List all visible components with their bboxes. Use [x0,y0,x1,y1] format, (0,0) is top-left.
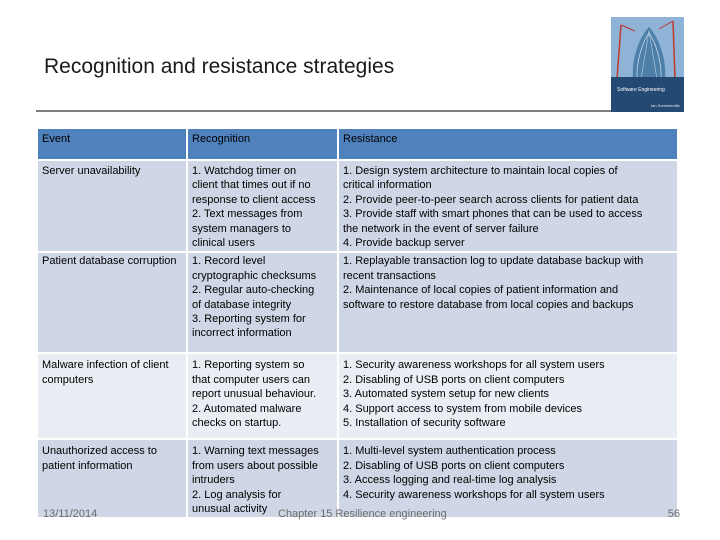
table-row [37,353,678,439]
recognition-line: 2. Automated malware [192,402,302,415]
resistance-line: software to restore database from local copies and backups [343,298,634,311]
recognition-line: system managers to [192,222,292,235]
resistance-line: critical information [343,179,432,192]
resistance-line: 1. Replayable transaction log to update database backup with [343,255,644,268]
resistance-cell [338,439,678,518]
recognition-cell [187,252,338,353]
book-cover-title: Software Engineering [617,87,665,93]
recognition-line: unusual activity [192,503,268,516]
resistance-line: 2. Disabling of USB ports on client computers [343,459,565,472]
resistance-line: 2. Provide peer-to-peer search across clients for patient data [343,193,639,206]
recognition-line: incorrect information [192,327,292,340]
resistance-line: the network in the event of server failure [343,222,539,235]
resistance-line: recent transactions [343,269,436,282]
header-recognition: Recognition [187,128,338,160]
recognition-line: cryptographic checksums [192,269,317,282]
book-cover-image [611,17,684,112]
header-resistance: Resistance [338,128,678,160]
recognition-line: 3. Reporting system for [192,313,306,326]
recognition-line: 1. Warning text messages [192,445,319,458]
recognition-line: intruders [192,474,235,487]
footer-date: 13/11/2014 [43,508,98,520]
book-cover-art [611,17,684,112]
resistance-line: 3. Access logging and real-time log analysis [343,474,557,487]
slide-title: Recognition and resistance strategies [44,55,395,78]
resistance-line: 1. Design system architecture to maintain local copies of [343,165,618,177]
strategies-table [36,127,679,519]
recognition-line: 1. Reporting system so [192,359,305,372]
footer-page-number: 56 [667,508,680,520]
resistance-line: 2. Maintenance of local copies of patient information and [343,284,619,297]
resistance-line: 5. Installation of security software [343,417,506,430]
table-row [37,252,678,353]
table-row [37,439,678,518]
table-row [37,160,678,252]
book-cover-author: Ian Sommerville [651,103,680,108]
recognition-cell [187,353,338,439]
recognition-line: of database integrity [192,298,292,311]
recognition-line: from users about possible [192,459,318,472]
recognition-cell [187,439,338,518]
resistance-line: 4. Security awareness workshops for all system users [343,488,605,501]
resistance-line: 3. Automated system setup for new clients [343,388,550,401]
resistance-line: 4. Provide backup server [343,237,465,250]
resistance-line: 4. Support access to system from mobile devices [343,402,583,415]
resistance-cell [338,160,678,252]
event-cell: Malware infection of client computers [37,353,187,439]
event-cell: Server unavailability [37,160,187,252]
event-cell: Patient database corruption [37,252,187,353]
recognition-line: 2. Log analysis for [192,488,282,501]
resistance-line: 3. Provide staff with smart phones that can be used to access [343,208,643,221]
recognition-line: 1. Record level [192,255,266,268]
recognition-line: client that times out if no [192,179,311,192]
recognition-line: 1. Watchdog timer on [192,165,297,177]
resistance-line: 1. Security awareness workshops for all system users [343,359,605,372]
recognition-line: 2. Regular auto-checking [192,284,315,297]
recognition-line: checks on startup. [192,417,282,430]
recognition-line: that computer users can [192,373,311,386]
event-cell: Unauthorized access to patient information [37,439,187,518]
title-divider [36,110,611,112]
recognition-cell [187,160,338,252]
header-event: Event [37,128,187,160]
resistance-cell [338,252,678,353]
table-header-row [37,128,678,160]
recognition-line: report unusual behaviour. [192,388,317,401]
recognition-line: response to client access [192,193,316,206]
resistance-line: 2. Disabling of USB ports on client computers [343,373,565,386]
recognition-line: 2. Text messages from [192,208,303,221]
recognition-line: clinical users [192,237,255,250]
resistance-line: 1. Multi-level system authentication process [343,445,556,458]
footer-chapter: Chapter 15 Resilience engineering [278,508,447,520]
resistance-cell [338,353,678,439]
